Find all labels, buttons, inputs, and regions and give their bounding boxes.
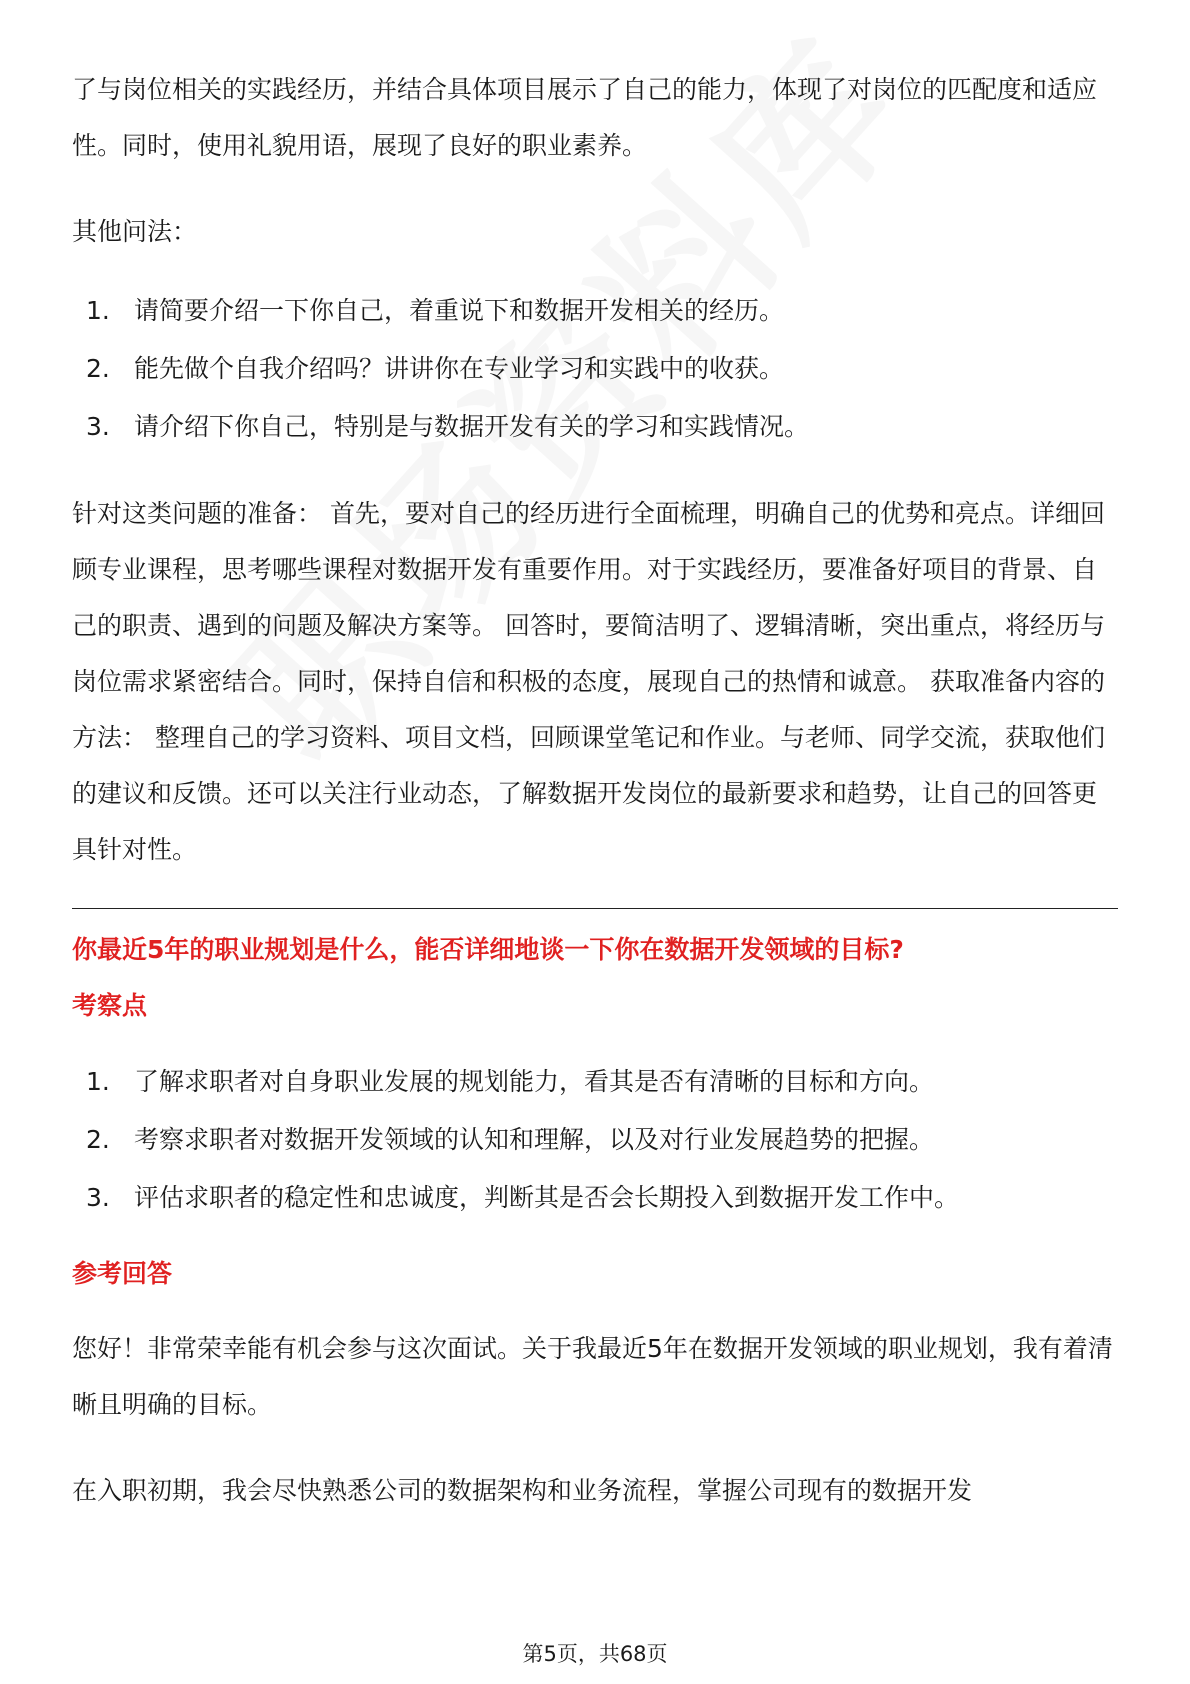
focus-points-list [72, 1053, 1118, 1227]
list-item-number: 2. [86, 1125, 110, 1154]
list-item [72, 1169, 1118, 1227]
list-item [72, 1053, 1118, 1111]
list-item-text: 请简要介绍一下你自己，着重说下和数据开发相关的经历。 [134, 296, 785, 325]
list-item-text: 了解求职者对自身职业发展的规划能力，看其是否有清晰的目标和方向。 [134, 1067, 935, 1096]
preparation-paragraph: 针对这类问题的准备： 首先，要对自己的经历进行全面梳理，明确自己的优势和亮点。详细回顾专业课程，思考哪些课程对数据开发有重要作用。对于实践经历，要准备好项目的背景、自己的职责、遇到的问题及解决方案等。 回答时，要简洁明了、逻辑清晰，突出重点，将经历与岗位需求紧密结合。同时，保持自信和积极的态度，展现自己的热情和诚意。 获取准备内容的方法： 整理自己的学习资料、项目文档，回顾课堂笔记和作业。与老师、同学交流，获取他们的建议和反馈。还可以关注行业动态，了解数据开发岗位的最新要求和趋势，让自己的回答更具针对性。 [72, 499, 1105, 864]
list-item-number: 1. [86, 1067, 110, 1096]
list-item [72, 1111, 1118, 1169]
list-item-text: 请介绍下你自己，特别是与数据开发有关的学习和实践情况。 [134, 412, 810, 441]
list-item-text: 能先做个自我介绍吗？讲讲你在专业学习和实践中的收获。 [134, 354, 785, 383]
other-questions-title: 其他问法： [72, 217, 198, 246]
list-item [72, 282, 1118, 340]
intro-paragraph: 了与岗位相关的实践经历，并结合具体项目展示了自己的能力，体现了对岗位的匹配度和适应性。同时，使用礼貌用语，展现了良好的职业素养。 [72, 75, 1098, 160]
page-number: 第5页，共68页 [522, 1642, 668, 1666]
question-heading: 你最近5年的职业规划是什么，能否详细地谈一下你在数据开发领域的目标? [72, 935, 904, 964]
list-item [72, 398, 1118, 456]
reference-answer-heading: 参考回答 [72, 1259, 173, 1288]
list-item-number: 3. [86, 1183, 110, 1212]
answer-paragraph: 在入职初期，我会尽快熟悉公司的数据架构和业务流程，掌握公司现有的数据开发 [72, 1476, 973, 1505]
list-item [72, 340, 1118, 398]
focus-points-heading: 考察点 [72, 991, 148, 1020]
list-item-number: 1. [86, 296, 110, 325]
list-item-number: 3. [86, 412, 110, 441]
list-item-text: 评估求职者的稳定性和忠诚度，判断其是否会长期投入到数据开发工作中。 [134, 1183, 960, 1212]
list-item-number: 2. [86, 354, 110, 383]
document-page [72, 62, 1118, 1519]
other-questions-list [72, 282, 1118, 456]
list-item-text: 考察求职者对数据开发领域的认知和理解，以及对行业发展趋势的把握。 [134, 1125, 935, 1154]
answer-paragraph: 您好！非常荣幸能有机会参与这次面试。关于我最近5年在数据开发领域的职业规划，我有着清晰且明确的目标。 [72, 1334, 1113, 1419]
section-divider [72, 908, 1118, 909]
